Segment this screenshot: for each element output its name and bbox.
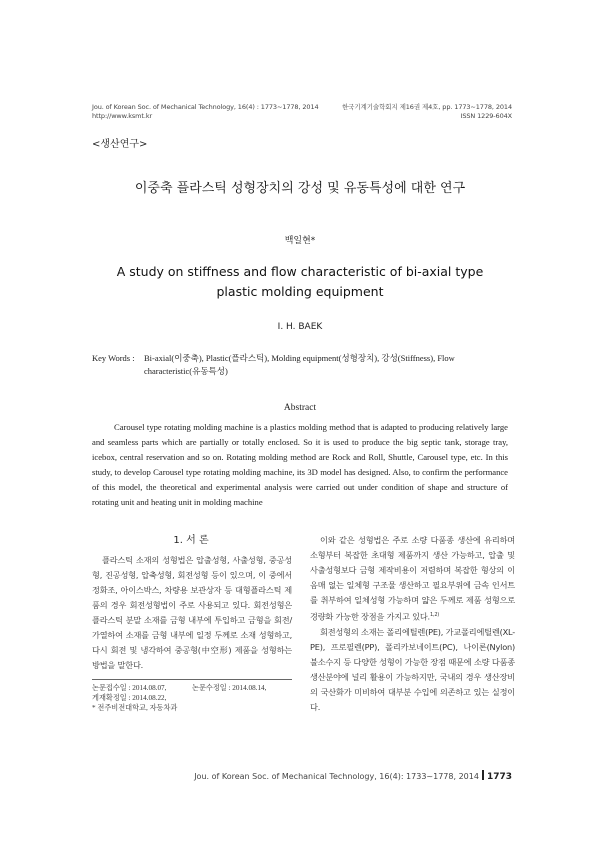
journal-issn: ISSN 1229-604X (460, 112, 512, 120)
intro-paragraph-3: 회전성형의 소재는 폴리에틸렌(PE), 가교폴리에틸렌(XL-PE), 프로필렌(PP), 폴리카보네이트(PC), 나이론(Nylon) 불소수지 등 다양한 성형이 가능한 장점 때문에 소량 다품종 생산분야에 널리 활용이 가능하지만, 국내의 경우 생산장비의 국산화가 미비하여 대부분 수입에 의존하고 있는 실정이다. (310, 626, 515, 712)
journal-header-left (92, 103, 319, 121)
page-number: 1773 (486, 772, 512, 782)
abstract-heading: Abstract (283, 403, 317, 413)
author-english: I. H. BAEK (277, 322, 323, 332)
author-affiliation: * 전주비전대학교, 자동차과 (92, 704, 178, 712)
section-heading-introduction: 1. 서 론 (173, 535, 209, 546)
title-english-line1: A study on stiffness and flow characteristic of bi-axial type (116, 264, 484, 279)
keywords-line2: characteristic(유동특성) (144, 366, 228, 376)
footnote-divider (92, 679, 292, 680)
intro-paragraph-1: 플라스틱 소재의 성형법은 압출성형, 사출성형, 중공성형, 진공성형, 압축성형, 회전성형 등이 있으며, 이 중에서 정화조, 아이스박스, 차량용 보관상자 등 대형플라스틱 제품의 경우 회전성형법이 주로 사용되고 있다. 회전성형은 플라스틱 분말 소재를 금형 내부에 투입하고 금형을 회전/가열하여 소재를 금형 내부에 일정 두께로 소재 성형하고, 다시 회전 및 냉각하여 중공형(中空形) 제품을 성형하는 방법을 말한다. (92, 555, 292, 670)
intro-paragraph-2-text: 이와 같은 성형법은 주로 소량 다품종 생산에 유리하며 소형부터 복잡한 초대형 제품까지 생산 가능하고, 압출 및 사출성형보다 금형 제작비용이 저렴하며 복잡한 형상의 이음매 없는 일체형 구조물 생산하고 필요부위에 금속 인서트를 취부하여 일체성형 가능하며 얇은 두께로 제품 성형으로 경량화 가능한 장점을 가지고 있다. (310, 535, 515, 622)
title-english (90, 262, 510, 302)
received-date: 논문접수일 : 2014.08.07, (92, 684, 167, 692)
abstract-text: Carousel type rotating molding machine is a plastics molding method that is adapted to producing relatively large and seamless parts which are partially or totally enclosed. So it is used to produce the big septic tank, storage tray, icebox, central reservation and so on. Rotating molding method are Rock and Roll, Shuttle, Carousel type, etc. In this study, to develop Carousel type rotating molding machine, its 3D model has designed. Also, to confirm the performance of this model, the theoretical and experimental analysis were carried out under condition of shape and structure of rotating unit and heating unit in molding machine (92, 422, 508, 507)
author-korean: 백일현* (284, 236, 316, 246)
keywords (92, 352, 512, 378)
intro-paragraph-2 (310, 533, 515, 625)
intro-left-column (92, 553, 292, 673)
footer-citation: Jou. of Korean Soc. of Mechanical Technology, 16(4): 1733~1778, 2014 (194, 772, 479, 781)
reference-marker[interactable]: 1,2) (429, 612, 440, 618)
keywords-line1: Bi-axial(이중축), Plastic(플라스틱), Molding equipment(성형장치), 강성(Stiffness), Flow (144, 353, 455, 363)
keywords-label: Key Words : (92, 353, 135, 363)
page-footer (194, 770, 512, 782)
revised-date: 논문수정일 : 2014.08.14, (192, 684, 267, 692)
journal-header-right (342, 103, 512, 121)
journal-url[interactable]: http://www.ksmt.kr (92, 112, 153, 120)
footer-separator (482, 770, 484, 780)
footnote (92, 683, 292, 713)
accepted-date: 게재확정일 : 2014.08.22, (92, 694, 167, 702)
journal-citation: Jou. of Korean Soc. of Mechanical Technology, 16(4) : 1773~1778, 2014 (92, 103, 319, 111)
journal-citation-ko: 한국기계기술학회지 제16권 제4호, pp. 1773~1778, 2014 (342, 103, 512, 111)
title-english-line2: plastic molding equipment (216, 284, 384, 299)
intro-right-column (310, 533, 515, 715)
title-korean: 이중축 플라스틱 성형장치의 강성 및 유동특성에 대한 연구 (134, 181, 466, 196)
article-category: <생산연구> (92, 139, 148, 150)
